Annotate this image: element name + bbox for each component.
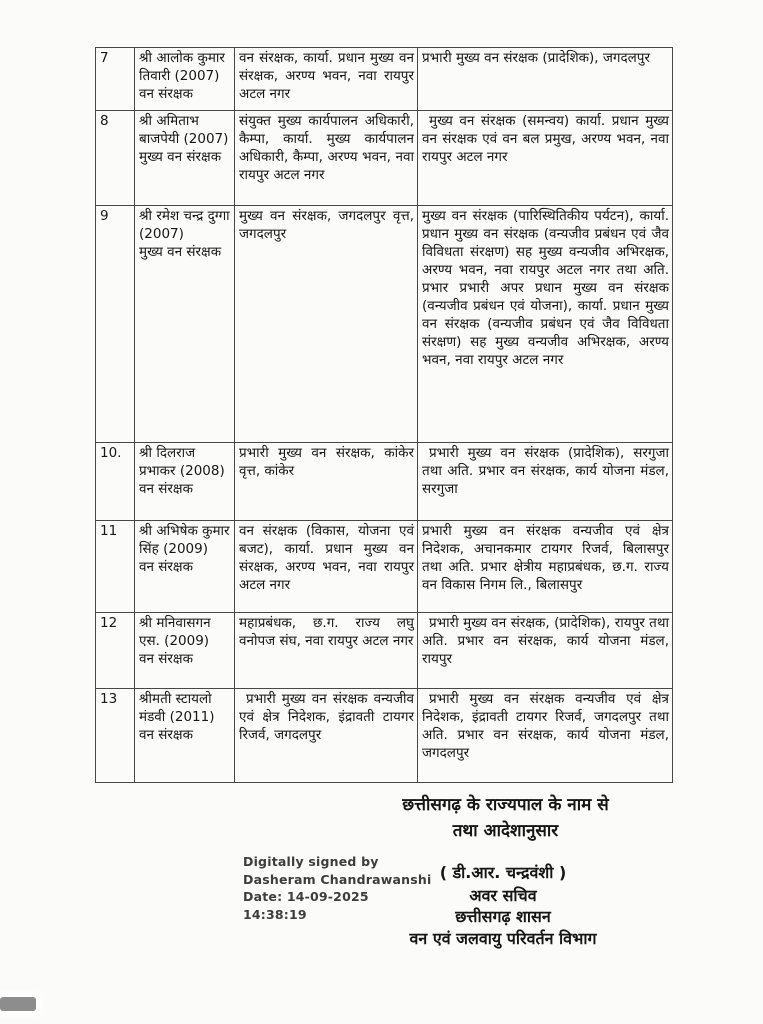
serial-cell: 11 (96, 521, 135, 613)
officer-name-cell (135, 521, 235, 613)
current-posting-cell: वन संरक्षक (विकास, योजना एवं बजट), कार्या. प्रधान मुख्य वन संरक्षक, अरण्य भवन, नवा रायपुर अटल नगर (235, 521, 418, 613)
table-row (96, 443, 673, 521)
signatory-dept: वन एवं जलवायु परिवर्तन विभाग (409, 928, 597, 948)
serial-cell: 7 (96, 48, 135, 111)
digital-signature-line-4: 14:38:19 (243, 906, 307, 922)
serial-cell: 12 (96, 613, 135, 689)
new-posting-cell: प्रभारी मुख्य वन संरक्षक वन्यजीव एवं क्षेत्र निदेशक, इंद्रावती टायगर रिजर्व, जगदलपुर तथा अति. प्रभार वन संरक्षक, कार्य योजना मंडल, जगदलपुर (418, 689, 673, 783)
current-posting-cell: महाप्रबंधक, छ.ग. राज्य लघु वनोपज संघ, नवा रायपुर अटल नगर (235, 613, 418, 689)
officer-name: श्रीमती स्टायलो मंडवी (2011) (139, 691, 215, 725)
table-row (96, 206, 673, 443)
table-row (96, 521, 673, 613)
serial-cell: 8 (96, 111, 135, 206)
scrollbar-thumb[interactable] (0, 997, 36, 1011)
officer-name-cell (135, 48, 235, 111)
officer-name: श्री मनिवासगन एस. (2009) (139, 615, 211, 649)
officer-name-cell (135, 111, 235, 206)
table-row (96, 48, 673, 111)
signatory-title: अवर सचिव (469, 885, 537, 905)
authority-heading (333, 792, 678, 844)
authority-line-2: तथा आदेशानुसार (452, 821, 559, 841)
authority-line-1: छत्तीसगढ़ के राज्यपाल के नाम से (402, 795, 609, 815)
serial-cell: 10. (96, 443, 135, 521)
officer-designation: वन संरक्षक (139, 481, 193, 497)
signatory-block (358, 862, 648, 949)
new-posting-cell: मुख्य वन संरक्षक (पारिस्थितिकीय पर्यटन), कार्या. प्रधान मुख्य वन संरक्षक (वन्यजीव प्रबंधन एवं जैव विविधता संरक्षण) सह मुख्य वन्यजीव अभिरक्षक, अरण्य भवन, नवा रायपुर अटल नगर तथा अति. प्रभार प्रभारी अपर प्रधान मुख्य वन संरक्षक (वन्यजीव प्रबंधन एवं योजना), कार्या. प्रधान मुख्य वन संरक्षक (वन्यजीव प्रबंधन एवं जैव विविधता संरक्षण) सह मुख्य वन्यजीव अभिरक्षक, अरण्य भवन, नवा रायपुर अटल नगर (418, 206, 673, 443)
signatory-org: छत्तीसगढ़ शासन (455, 907, 551, 926)
officer-designation: वन संरक्षक (139, 559, 193, 575)
officer-designation: मुख्य वन संरक्षक (139, 244, 222, 260)
officer-designation: वन संरक्षक (139, 727, 193, 743)
current-posting-cell: प्रभारी मुख्य वन संरक्षक, कांकेर वृत्त, कांकेर (235, 443, 418, 521)
table-row (96, 689, 673, 783)
current-posting-cell: वन संरक्षक, कार्या. प्रधान मुख्य वन संरक्षक, अरण्य भवन, नवा रायपुर अटल नगर (235, 48, 418, 111)
officer-name-cell (135, 689, 235, 783)
table-row (96, 111, 673, 206)
new-posting-cell: प्रभारी मुख्य वन संरक्षक (प्रादेशिक), सरगुजा तथा अति. प्रभार वन संरक्षक, कार्य योजना मंडल, सरगुजा (418, 443, 673, 521)
officer-designation: वन संरक्षक (139, 86, 193, 102)
officer-name: श्री रमेश चन्द्र दुग्गा (2007) (139, 208, 230, 242)
officer-name: श्री दिलराज प्रभाकर (2008) (139, 445, 225, 479)
digital-signature-line-1: Digitally signed by (243, 854, 379, 869)
serial-cell: 13 (96, 689, 135, 783)
digital-signature-line-3: Date: 14-09-2025 (243, 889, 369, 904)
digital-signature-line-2: Dasheram Chandrawanshi (243, 871, 432, 887)
new-posting-cell: प्रभारी मुख्य वन संरक्षक, (प्रादेशिक), रायपुर तथा अति. प्रभार वन संरक्षक, कार्य योजना मंडल, रायपुर (418, 613, 673, 689)
officer-name: श्री अमिताभ बाजपेयी (2007) (139, 113, 229, 147)
officer-name-cell (135, 206, 235, 443)
current-posting-cell: प्रभारी मुख्य वन संरक्षक वन्यजीव एवं क्षेत्र निदेशक, इंद्रावती टायगर रिजर्व, जगदलपुर (235, 689, 418, 783)
new-posting-cell: मुख्य वन संरक्षक (समन्वय) कार्या. प्रधान मुख्य वन संरक्षक एवं वन बल प्रमुख, अरण्य भवन, नवा रायपुर अटल नगर (418, 111, 673, 206)
officer-name-cell (135, 613, 235, 689)
officer-name-cell (135, 443, 235, 521)
transfer-order-table (95, 47, 673, 783)
serial-cell: 9 (96, 206, 135, 443)
signatory-name: ( डी.आर. चन्द्रवंशी ) (439, 863, 567, 882)
officer-designation: वन संरक्षक (139, 651, 193, 667)
officer-designation: मुख्य वन संरक्षक (139, 149, 222, 165)
new-posting-cell: प्रभारी मुख्य वन संरक्षक वन्यजीव एवं क्षेत्र निदेशक, अचानकमार टायगर रिजर्व, बिलासपुर तथा अति. प्रभार क्षेत्रीय महाप्रबंधक, छ.ग. राज्य वन विकास निगम लि., बिलासपुर (418, 521, 673, 613)
table-row (96, 613, 673, 689)
current-posting-cell: मुख्य वन संरक्षक, जगदलपुर वृत्त, जगदलपुर (235, 206, 418, 443)
new-posting-cell: प्रभारी मुख्य वन संरक्षक (प्रादेशिक), जगदलपुर (418, 48, 673, 111)
current-posting-cell: संयुक्त मुख्य कार्यपालन अधिकारी, कैम्पा, कार्या. मुख्य कार्यपालन अधिकारी, कैम्पा, अरण्य भवन, नवा रायपुर अटल नगर (235, 111, 418, 206)
officer-name: श्री अभिषेक कुमार सिंह (2009) (139, 523, 230, 557)
officer-name: श्री आलोक कुमार तिवारी (2007) (139, 50, 225, 84)
